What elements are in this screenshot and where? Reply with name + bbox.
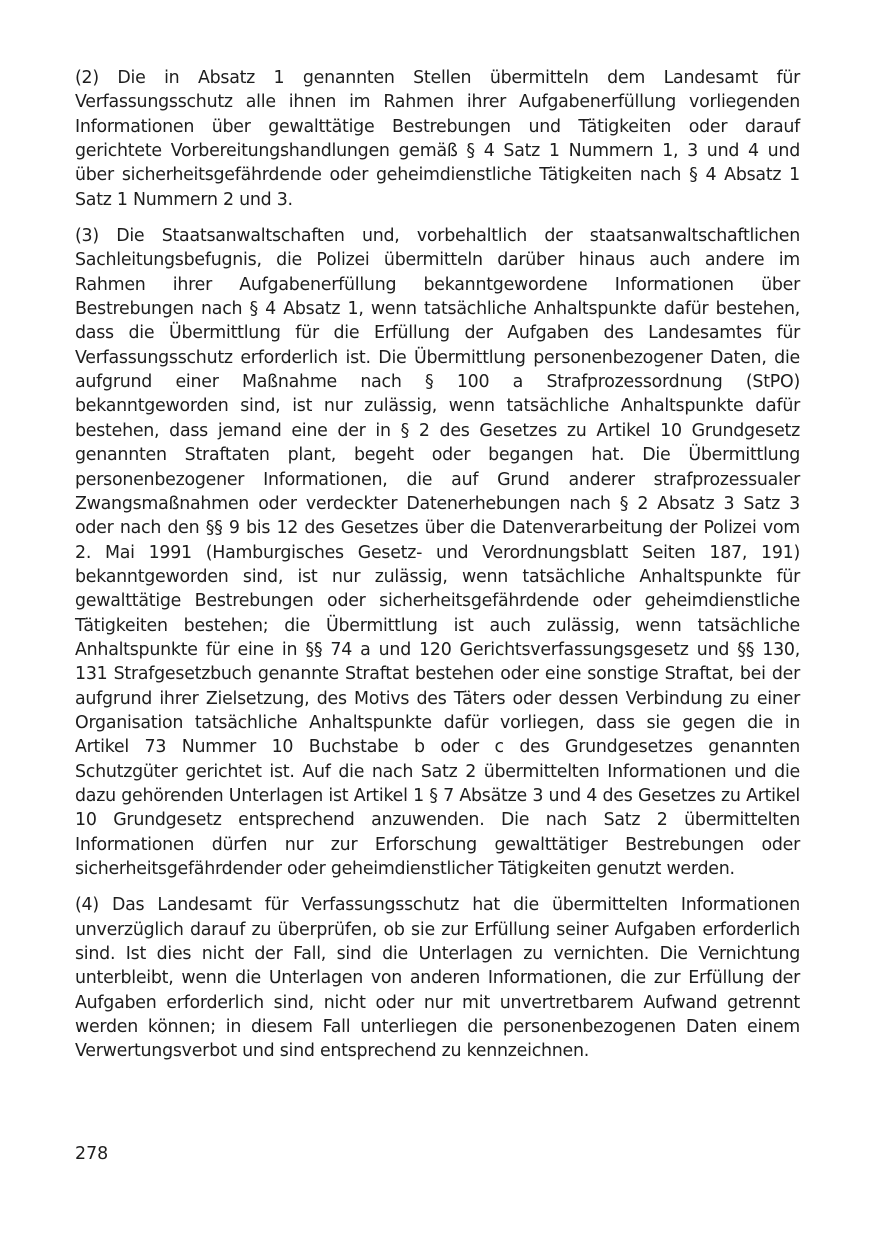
paragraph-absatz-3: (3) Die Staatsanwaltschaften und, vorbehaltlich der staatsanwaltschaftlichen Sachleitungsbefugnis, die Polizei übermitteln darüber hinaus auch andere im Rahmen ihrer Aufgabenerfüllung bekanntgewordene Informationen über Bestrebungen nach § 4 Absatz 1, wenn tatsächliche Anhaltspunkte dafür bestehen, dass die Übermittlung für die Erfüllung der Aufgaben des Landesamtes für Verfassungsschutz erforderlich ist. Die Übermittlung personenbezogener Daten, die aufgrund einer Maßnahme nach § 100 a Strafprozessordnung (StPO) bekanntgeworden sind, ist nur zulässig, wenn tatsächliche Anhaltspunkte dafür bestehen, dass jemand eine der in § 2 des Gesetzes zu Artikel 10 Grundgesetz genannten Straftaten plant, begeht oder begangen hat. Die Übermittlung personenbezogener Informationen, die auf Grund anderer strafprozessualer Zwangsmaßnahmen oder verdeckter Datenerhebungen nach § 2 Absatz 3 Satz 3 oder nach den §§ 9 bis 12 des Gesetzes über die Datenverarbeitung der Polizei vom 2. Mai 1991 (Hamburgisches Gesetz- und Verordnungsblatt Seiten 187, 191) bekanntgeworden sind, ist nur zulässig, wenn tatsächliche Anhaltspunkte für gewalttätige Bestrebungen oder sicherheitsgefährdende oder geheimdienstliche Tätigkeiten bestehen; die Übermittlung ist auch zulässig, wenn tatsächliche Anhaltspunkte für eine in §§ 74 a und 120 Gerichtsverfassungsgesetz und §§ 130, 131 Strafgesetzbuch genannte Straftat bestehen oder eine sonstige Straftat, bei der aufgrund ihrer Zielsetzung, des Motivs des Täters oder dessen Verbindung zu einer Organisation tatsächliche Anhaltspunkte dafür vorliegen, dass sie gegen die in Artikel 73 Nummer 10 Buchstabe b oder c des Grundgesetzes genannten Schutzgüter gerichtet ist. Auf die nach Satz 2 übermittelten Informationen und die dazu gehörenden Unterlagen ist Artikel 1 § 7 Absätze 3 und 4 des Gesetzes zu Artikel 10 Grundgesetz entsprechend anzuwenden. Die nach Satz 2 übermittelten Informationen dürfen nur zur Erforschung gewalttätiger Bestrebungen oder sicherheitsgefährdender oder geheimdienstlicher Tätigkeiten genutzt werden. [75,226,800,879]
page-number: 278 [75,1144,109,1164]
paragraph-absatz-4: (4) Das Landesamt für Verfassungsschutz hat die übermittelten Informationen unverzüglich darauf zu überprüfen, ob sie zur Erfüllung seiner Aufgaben erforderlich sind. Ist dies nicht der Fall, sind die Unterlagen zu vernichten. Die Vernichtung unterbleibt, wenn die Unterlagen von anderen Informationen, die zur Erfüllung der Aufgaben erforderlich sind, nicht oder nur mit unvertretbarem Aufwand getrennt werden können; in diesem Fall unterliegen die personenbezogenen Daten einem Verwertungsverbot und sind entsprechend zu kennzeichnen. [75,895,800,1062]
paragraph-absatz-2: (2) Die in Absatz 1 genannten Stellen übermitteln dem Landesamt für Verfassungsschutz alle ihnen im Rahmen ihrer Aufgabenerfüllung vorliegenden Informationen über gewalttätige Bestrebungen und Tätigkeiten oder darauf gerichtete Vorbereitungshandlungen gemäß § 4 Satz 1 Nummern 1, 3 und 4 und über sicherheitsgefährdende oder geheimdienstliche Tätigkeiten nach § 4 Absatz 1 Satz 1 Nummern 2 und 3. [75,68,800,210]
document-page [75,66,800,1076]
